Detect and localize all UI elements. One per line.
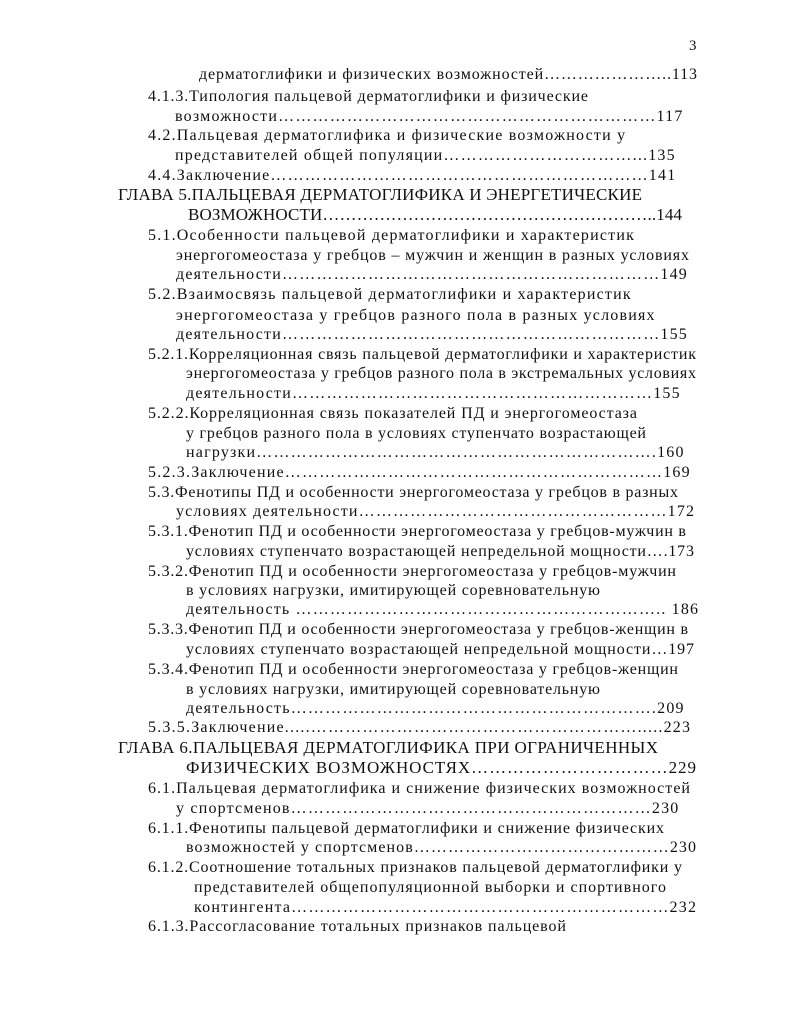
toc-line: 6.1.1.Фенотипы пальцевой дерматоглифики и снижение физических [148,820,665,837]
toc-line: 5.3.1.Фенотип ПД и особенности энергогомеостаза у гребцов-мужчин в [148,523,687,540]
chapter-heading: ГЛАВА 5.ПАЛЬЦЕВАЯ ДЕРМАТОГЛИФИКА И ЭНЕРГЕТИЧЕСКИЕ [118,185,643,204]
toc-line: 6.1.Пальцевая дерматоглифика и снижение физических возможностей [148,780,692,797]
toc-line: деятельности…………………………………………………………149 [176,266,688,283]
toc-line: энергогомеостаза у гребцов разного пола в разных условиях [176,307,656,324]
toc-line: условиях деятельности………………………………………………172 [176,503,696,520]
toc-line: энергогомеостаза у гребцов разного пола в экстремальных условиях [186,365,697,382]
chapter-heading: ГЛАВА 6.ПАЛЬЦЕВАЯ ДЕРМАТОГЛИФИКА ПРИ ОГРАНИЧЕННЫХ [118,738,659,757]
toc-line: деятельности………………………………………………………155 [186,385,681,402]
toc-line: у спортсменов………………………………………………………230 [176,800,680,817]
page-number: 3 [689,38,697,54]
toc-line: возможностей у спортсменов………………………………………230 [186,839,698,856]
toc-line: условиях ступенчато возрастающей непредельной мощности…197 [186,641,695,658]
toc-line: контингента…………………………………………………………232 [194,899,698,916]
toc-line: 6.1.2.Соотношение тотальных признаков пальцевой дерматоглифики у [148,859,683,876]
toc-line: условиях ступенчато возрастающей непредельной мощности….173 [186,543,695,560]
toc-line: дерматоглифики и физических возможностей…………………..113 [199,66,698,83]
chapter-heading: ВОЗМОЖНОСТИ…………………………………………………..144 [188,205,683,224]
toc-line: в условиях нагрузки, имитирующей соревновательную [186,582,601,599]
toc-line: представителей общей популяции……………………………...135 [175,147,676,164]
toc-line: 5.3.2.Фенотип ПД и особенности энергогомеостаза у гребцов-мужчин [148,563,677,580]
toc-line: 5.2.3.Заключение…………………………………………………………169 [148,464,691,481]
toc-line: 5.3.3.Фенотип ПД и особенности энергогомеостаза у гребцов-женщин в [148,621,689,638]
toc-line: 5.2.1.Корреляционная связь пальцевой дерматоглифики и характеристик [148,346,697,363]
toc-line: 5.2.Взаимосвязь пальцевой дерматоглифики и характеристик [148,286,632,303]
toc-line: 5.3.4.Фенотип ПД и особенности энергогомеостаза у гребцов-женщин [148,661,679,678]
toc-line: нагрузки…………………………………………………………….160 [186,444,685,461]
toc-line: энергогомеостаза у гребцов – мужчин и женщин в разных условиях [176,247,690,264]
toc-line: 5.3.Фенотипы ПД и особенности энергогомеостаза у гребцов в разных [148,484,679,501]
toc-line: 4.2.Пальцевая дерматоглифика и физические возможности у [148,127,627,144]
toc-line: 6.1.3.Рассогласование тотальных признаков пальцевой [148,918,567,935]
toc-line: 4.4.Заключение…………………………………………………………141 [148,167,677,184]
toc-line: у гребцов разного пола в условиях ступенчато возрастающей [186,425,647,442]
toc-line: деятельность……………………………………………………….209 [186,700,685,717]
toc-line: 5.3.5.Заключение.....………………………………………………….....223 [148,719,692,736]
toc-line: деятельности…………………………………………………………155 [176,326,688,343]
toc-line: 5.1.Особенности пальцевой дерматоглифики и характеристик [148,227,636,244]
toc-line: 4.1.3.Типология пальцевой дерматоглифики и физические [148,88,589,105]
toc-line: деятельность ……………………………………………………….. 186 [186,601,700,618]
toc-line: в условиях нагрузки, имитирующей соревновательную [186,681,601,698]
toc-line: 5.2.2.Корреляционная связь показателей ПД и энергогомеостаза [148,405,638,422]
toc-line: представителей общепопуляционной выборки и спортивного [194,879,668,896]
chapter-heading: ФИЗИЧЕСКИХ ВОЗМОЖНОСТЯХ……………………………229 [186,758,697,777]
toc-line: возможности…………………………………………………………117 [175,108,684,125]
